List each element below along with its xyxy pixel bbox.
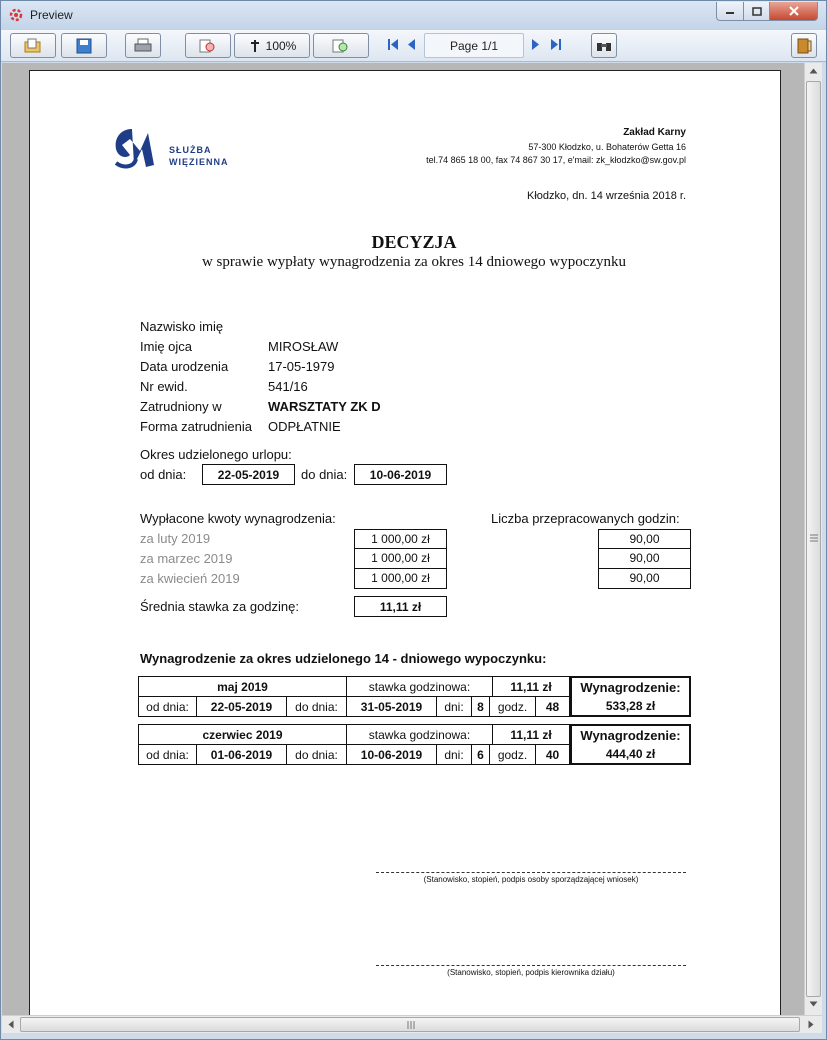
- total-value: 444,40 zł: [605, 747, 656, 761]
- from-value: 22-05-2019: [197, 697, 287, 717]
- app-icon: [9, 8, 23, 22]
- org-address: 57-300 Kłodzko, u. Bohaterów Getta 16: [528, 142, 686, 152]
- from-label: od dnia:: [139, 745, 197, 765]
- leave-from-label: od dnia:: [140, 467, 187, 482]
- grip-icon: [810, 534, 818, 542]
- document-viewport[interactable]: [2, 63, 804, 1015]
- zoom-out-button[interactable]: [185, 33, 231, 58]
- rate-value: 11,11 zł: [510, 728, 552, 742]
- grip-icon: [407, 1021, 415, 1029]
- logo-line-2: WIĘZIENNA: [169, 157, 229, 167]
- person-value-2: 17-05-1979: [268, 359, 335, 374]
- rate-label: stawka godzinowa:: [347, 677, 493, 697]
- maximize-icon: [752, 7, 762, 16]
- person-value-4: WARSZTATY ZK D: [268, 399, 381, 414]
- signature-line-1: [376, 872, 686, 873]
- close-button[interactable]: [769, 2, 818, 21]
- to-value: 31-05-2019: [347, 697, 437, 717]
- days-value: 8: [472, 697, 490, 717]
- open-button[interactable]: [10, 33, 56, 58]
- minimize-button[interactable]: [716, 2, 744, 21]
- person-label-2: Data urodzenia: [140, 359, 229, 374]
- close-icon: [788, 6, 800, 16]
- scroll-left-icon[interactable]: [8, 1020, 14, 1029]
- person-label-3: Nr ewid.: [140, 379, 188, 394]
- rate-label: stawka godzinowa:: [347, 725, 493, 745]
- leave-to-value: 10-06-2019: [354, 464, 447, 485]
- zoom-in-icon: [332, 38, 350, 54]
- org-name: Zakład Karny: [623, 127, 686, 138]
- toolbar: [1, 30, 826, 62]
- paid-row-amount-0: 1 000,00 zł: [354, 529, 447, 549]
- paid-heading: Wypłacone kwoty wynagrodzenia:: [140, 511, 336, 526]
- book-exit-icon: [796, 38, 812, 54]
- salary-total-june: [570, 724, 691, 765]
- paid-row-hours-1: 90,00: [598, 548, 691, 569]
- logo-line-1: SŁUŻBA: [169, 145, 212, 155]
- doc-heading: DECYZJA: [371, 232, 457, 252]
- document-page: [29, 70, 781, 1015]
- person-label-1: Imię ojca: [140, 339, 193, 354]
- zoom-fit-icon: [248, 39, 262, 53]
- paid-row-amount-1: 1 000,00 zł: [354, 548, 447, 569]
- window-title: Preview: [30, 8, 73, 22]
- rate-value: 11,11 zł: [510, 680, 552, 694]
- days-label: dni:: [437, 745, 472, 765]
- month-label: maj 2019: [139, 677, 347, 697]
- org-contact: tel.74 865 18 00, fax 74 867 30 17, e'mail: zk_kłodzko@sw.gov.pl: [426, 155, 686, 165]
- person-value-3: 541/16: [268, 379, 308, 394]
- hours-label: godz.: [490, 745, 536, 765]
- paid-row-label-2: za kwiecień 2019: [140, 571, 240, 586]
- leave-to-label: do dnia:: [301, 467, 348, 482]
- vertical-scrollbar[interactable]: [804, 63, 822, 1015]
- maximize-button[interactable]: [743, 2, 770, 21]
- scroll-right-icon[interactable]: [808, 1020, 814, 1029]
- to-label: do dnia:: [287, 745, 347, 765]
- hours-value: 48: [545, 700, 560, 714]
- salary-total-may: [570, 676, 691, 717]
- scroll-down-icon[interactable]: [809, 1001, 818, 1007]
- total-value: 533,28 zł: [605, 699, 656, 713]
- zoom-in-button[interactable]: [313, 33, 369, 58]
- last-page-icon[interactable]: [550, 38, 562, 51]
- zoom-level-button[interactable]: [234, 33, 310, 58]
- hours-label: godz.: [490, 697, 536, 717]
- signature-caption-2: (Stanowisko, stopień, podpis kierownika działu): [447, 968, 615, 977]
- page-indicator: Page 1/1: [424, 33, 524, 58]
- person-label-0: Nazwisko imię: [140, 319, 224, 334]
- next-page-icon[interactable]: [531, 38, 541, 51]
- save-button[interactable]: [61, 33, 107, 58]
- paid-row-hours-0: 90,00: [598, 529, 691, 549]
- sluzba-wiezienna-logo-icon: [112, 125, 156, 171]
- horizontal-scroll-thumb[interactable]: [20, 1017, 800, 1032]
- to-label: do dnia:: [287, 697, 347, 717]
- scroll-up-icon[interactable]: [809, 68, 818, 74]
- first-page-icon[interactable]: [387, 38, 399, 51]
- paid-row-label-1: za marzec 2019: [140, 551, 233, 566]
- paid-row-amount-2: 1 000,00 zł: [354, 568, 447, 589]
- from-label: od dnia:: [139, 697, 197, 717]
- total-label: Wynagrodzenie:: [580, 680, 681, 695]
- zoom-level-label: 100%: [265, 38, 297, 53]
- previous-page-icon[interactable]: [406, 38, 416, 51]
- save-icon: [76, 38, 92, 54]
- vertical-scroll-thumb[interactable]: [806, 81, 821, 997]
- signature-caption-1: (Stanowisko, stopień, podpis osoby sporządzającej wniosek): [423, 875, 639, 884]
- folder-icon: [24, 38, 42, 54]
- person-value-1: MIROSŁAW: [268, 339, 339, 354]
- salary-heading: Wynagrodzenie za okres udzielonego 14 - dniowego wypoczynku:: [140, 651, 547, 666]
- avg-rate-value: 11,11 zł: [354, 596, 447, 617]
- salary-table-june: [138, 724, 570, 765]
- binoculars-icon: [596, 39, 612, 53]
- exit-button[interactable]: [791, 33, 817, 58]
- zoom-out-icon: [199, 38, 217, 54]
- total-label: Wynagrodzenie:: [580, 728, 681, 743]
- leave-from-value: 22-05-2019: [202, 464, 295, 485]
- leave-heading: Okres udzielonego urlopu:: [140, 447, 292, 462]
- avg-rate-label: Średnia stawka za godzinę:: [140, 599, 299, 614]
- printer-icon: [134, 38, 152, 54]
- days-label: dni:: [437, 697, 472, 717]
- salary-table-may: [138, 676, 570, 717]
- person-value-5: ODPŁATNIE: [268, 419, 341, 434]
- horizontal-scrollbar[interactable]: [2, 1015, 822, 1033]
- paid-row-label-0: za luty 2019: [140, 531, 211, 546]
- title-bar[interactable]: [1, 1, 826, 30]
- month-label: czerwiec 2019: [139, 725, 347, 745]
- to-value: 10-06-2019: [347, 745, 437, 765]
- person-label-4: Zatrudniony w: [140, 399, 222, 414]
- person-label-5: Forma zatrudnienia: [140, 419, 252, 434]
- paid-row-hours-2: 90,00: [598, 568, 691, 589]
- hours-value: 40: [545, 748, 560, 762]
- print-button[interactable]: [125, 33, 161, 58]
- doc-subheading: w sprawie wypłaty wynagrodzenia za okres 14 dniowego wypoczynku: [201, 254, 627, 270]
- signature-line-2: [376, 965, 686, 966]
- days-value: 6: [472, 745, 490, 765]
- hours-heading: Liczba przepracowanych godzin:: [491, 511, 680, 526]
- from-value: 01-06-2019: [197, 745, 287, 765]
- minimize-icon: [725, 7, 735, 15]
- binoculars-button[interactable]: [591, 33, 617, 58]
- date-line: Kłodzko, dn. 14 września 2018 r.: [527, 190, 686, 202]
